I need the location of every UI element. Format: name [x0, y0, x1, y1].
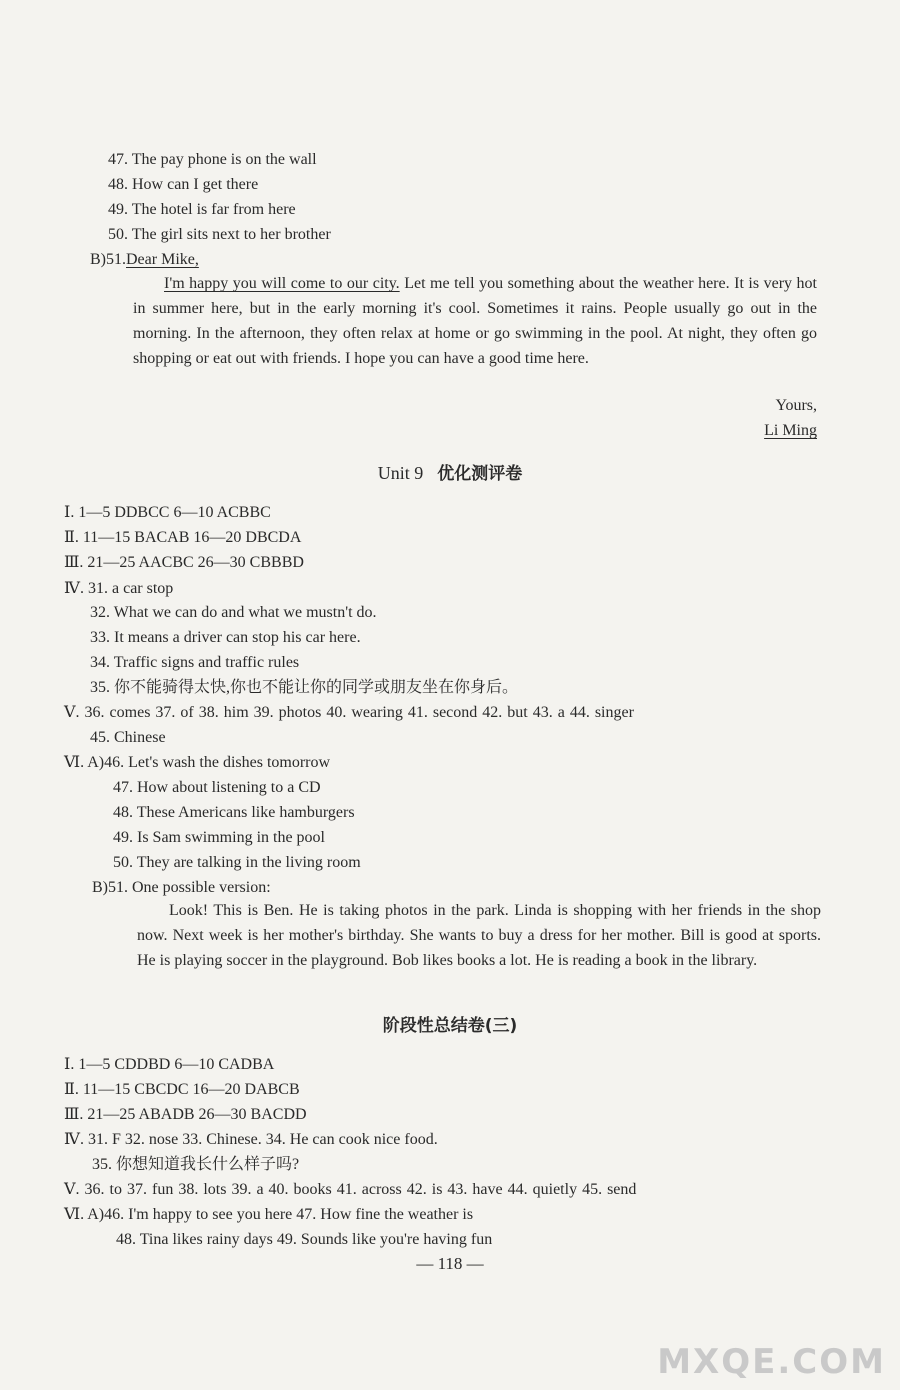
watermark-logo: MXQE.COM — [657, 1342, 886, 1382]
stage3-answer-35: 35. 你想知道我长什么样子吗? — [92, 1156, 300, 1173]
stage3-part2: Ⅱ. 11—15 CBCDC 16—20 DABCB — [64, 1081, 300, 1098]
answer-50: 50. The girl sits next to her brother — [108, 226, 331, 243]
letter-closing: Yours, — [775, 397, 817, 414]
unit9-part5: Ⅴ. 36. comes 37. of 38. him 39. photos 40. wearing 41. second 42. but 43. a 44. singer — [64, 704, 634, 721]
letter-underlined-sentence: I'm happy you will come to our city. — [164, 275, 400, 292]
stage3-answer-48-49: 48. Tina likes rainy days 49. Sounds like you're having fun — [116, 1231, 493, 1248]
unit9-answer-32: 32. What we can do and what we mustn't do. — [90, 604, 377, 621]
unit9-answer-47: 47. How about listening to a CD — [113, 779, 321, 796]
stage3-part1: Ⅰ. 1—5 CDDBD 6—10 CADBA — [64, 1056, 275, 1073]
letter-body-text: Let me tell you something about the weather here. It is very hot in summer here, but in the early morning it's cool. Sometimes it rains. People usually go out in the morning. In the afternoon, they often relax at home or go swimming in the pool. At night, they often go shopping or eat out with friends. I hope you can have a good time here. — [133, 275, 818, 367]
stage3-part3: Ⅲ. 21—25 ABADB 26—30 BACDD — [64, 1106, 307, 1123]
unit9-part2: Ⅱ. 11—15 BACAB 16—20 DBCDA — [64, 529, 302, 546]
unit9-answer-45: 45. Chinese — [90, 729, 166, 746]
answer-49: 49. The hotel is far from here — [108, 201, 296, 218]
stage3-part5: Ⅴ. 36. to 37. fun 38. lots 39. a 40. books 41. across 42. is 43. have 44. quietly 45. send — [64, 1181, 637, 1198]
unit9-answer-b51: B)51. One possible version: — [92, 879, 271, 896]
stage3-title: 阶段性总结卷(三) — [382, 1016, 518, 1036]
unit9-answer-48: 48. These Americans like hamburgers — [113, 804, 355, 821]
answer-48: 48. How can I get there — [108, 176, 259, 193]
letter-signature: Li Ming — [764, 422, 817, 439]
unit9-answer-34: 34. Traffic signs and traffic rules — [90, 654, 300, 671]
unit9-answer-33: 33. It means a driver can stop his car here. — [90, 629, 361, 646]
stage3-part6: Ⅵ. A)46. I'm happy to see you here 47. How fine the weather is — [64, 1206, 474, 1223]
stage3-heading — [0, 1013, 900, 1038]
unit9-answer-50: 50. They are talking in the living room — [113, 854, 361, 871]
unit9-title-cn: 优化测评卷 — [437, 464, 523, 484]
letter-greeting: Dear Mike, — [126, 251, 199, 268]
unit9-answer-49: 49. Is Sam swimming in the pool — [113, 829, 325, 846]
unit9-part4: Ⅳ. 31. a car stop — [64, 580, 174, 597]
unit9-heading — [0, 461, 900, 486]
answer-b51 — [90, 250, 199, 270]
unit9-title-en: Unit 9 — [377, 463, 424, 483]
b51-prefix: B)51. — [90, 251, 126, 268]
unit9-answer-35: 35. 你不能骑得太快,你也不能让你的同学或朋友坐在你身后。 — [90, 679, 519, 696]
stage3-part4: Ⅳ. 31. F 32. nose 33. Chinese. 34. He can cook nice food. — [64, 1131, 438, 1148]
unit9-part3: Ⅲ. 21—25 AACBC 26—30 CBBBD — [64, 554, 304, 571]
answer-47: 47. The pay phone is on the wall — [108, 151, 317, 168]
page-number: — 118 — — [416, 1254, 484, 1273]
unit9-version-text: Look! This is Ben. He is taking photos in the park. Linda is shopping with her friends in the shop now. Next week is her mother's birthday. She wants to buy a dress for her mother. Bill is good at sports. He is playing soccer in the playground. Bob likes books a lot. He is reading a book in the library. — [137, 902, 821, 969]
unit9-part6: Ⅵ. A)46. Let's wash the dishes tomorrow — [64, 754, 331, 771]
unit9-part1: Ⅰ. 1—5 DDBCC 6—10 ACBBC — [64, 504, 271, 521]
letter-body — [133, 271, 817, 371]
